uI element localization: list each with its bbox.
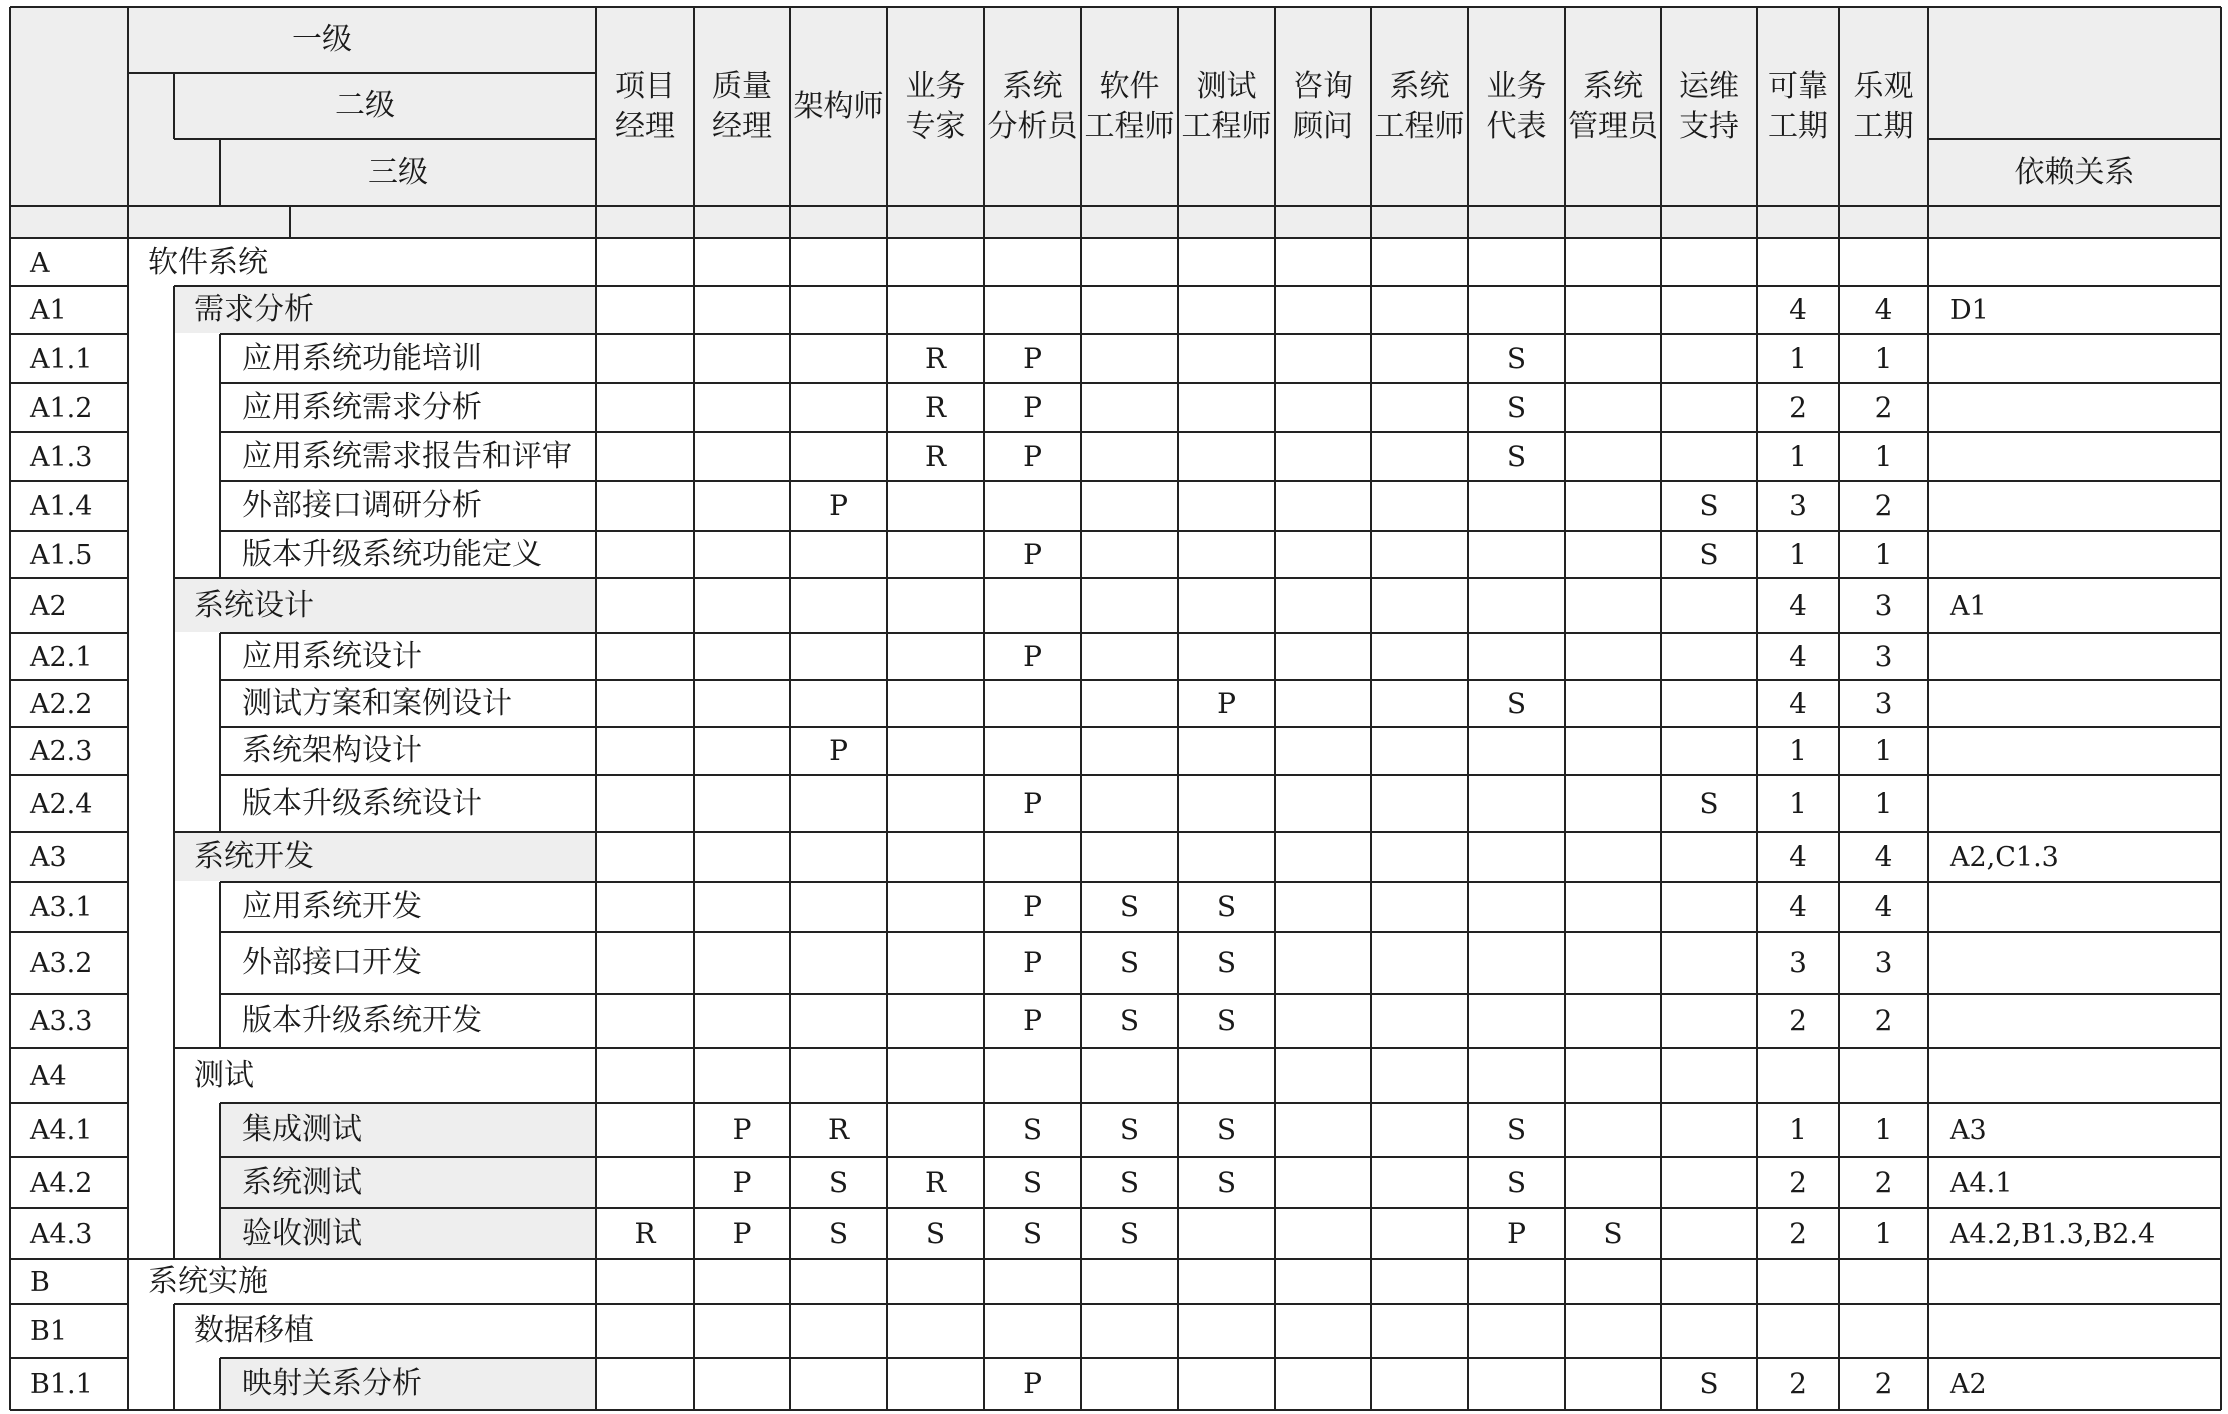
row-rule — [10, 1303, 128, 1305]
raci-mark: P — [732, 1216, 752, 1250]
grid-line — [219, 633, 221, 680]
optimistic-duration: 3 — [1874, 588, 1893, 622]
raci-mark: P — [732, 1165, 752, 1199]
header-dependency: 依赖关系 — [2014, 154, 2135, 190]
header-rule-level1 — [128, 72, 596, 74]
optimistic-duration: 2 — [1874, 1165, 1893, 1199]
header-role: 运维 支持 — [1679, 69, 1739, 144]
reliable-duration: 4 — [1789, 840, 1807, 873]
grid-line — [219, 1208, 221, 1259]
raci-mark: R — [924, 341, 947, 375]
task-name: 应用系统需求报告和评审 — [242, 438, 572, 474]
header-bottom-rule — [10, 237, 2221, 239]
row-rule — [10, 1047, 128, 1049]
raci-mark: P — [1507, 1216, 1526, 1250]
grid-line — [1467, 7, 1469, 1410]
reliable-duration: 3 — [1789, 489, 1807, 522]
raci-mark: S — [1119, 1113, 1140, 1146]
optimistic-duration: 1 — [1874, 734, 1893, 767]
grid-line — [173, 286, 175, 334]
dependency: A4.1 — [1950, 1167, 2013, 1199]
reliable-duration: 4 — [1789, 890, 1807, 923]
row-code: A2.1 — [30, 641, 93, 673]
raci-mark: S — [1699, 537, 1719, 571]
grid-line — [173, 73, 175, 139]
raci-mark: P — [1023, 537, 1042, 571]
header-role: 质量 经理 — [712, 69, 772, 144]
row-code: A2.3 — [30, 736, 93, 767]
row-code: A4.2 — [30, 1167, 93, 1199]
reliable-duration: 4 — [1789, 686, 1807, 720]
raci-mark: P — [732, 1113, 752, 1146]
optimistic-duration: 3 — [1874, 686, 1893, 720]
row-code: A3.3 — [30, 1006, 93, 1037]
row-code: A4 — [30, 1060, 67, 1092]
reliable-duration: 2 — [1789, 1004, 1807, 1037]
raci-mark: S — [1699, 1367, 1719, 1400]
row-code: A4.3 — [30, 1218, 93, 1250]
grid-line — [219, 1103, 221, 1157]
grid-line — [219, 334, 221, 383]
header-role: 系统 分析员 — [987, 69, 1078, 144]
row-rule — [220, 931, 2221, 933]
task-name: 集成测试 — [242, 1112, 362, 1147]
optimistic-duration: 4 — [1874, 293, 1893, 326]
raci-mark: S — [1216, 1004, 1237, 1037]
raci-mark: R — [924, 390, 947, 424]
grid-line — [219, 882, 221, 932]
row-rule — [10, 1156, 128, 1158]
grid-line — [219, 481, 221, 531]
raci-mark: S — [1506, 1113, 1527, 1146]
dependency: A1 — [1950, 590, 1987, 622]
row-rule — [174, 1047, 2221, 1049]
grid-line — [219, 139, 221, 206]
task-name: 应用系统设计 — [242, 638, 422, 674]
grid-line — [886, 7, 888, 1410]
grid-line — [173, 1048, 175, 1103]
task-name: 系统架构设计 — [242, 733, 422, 768]
row-rule — [220, 1156, 2221, 1158]
raci-mark: P — [1023, 390, 1042, 424]
raci-mark: P — [1023, 639, 1042, 673]
header-role: 架构师 — [793, 89, 884, 124]
row-code: A2.2 — [30, 688, 93, 720]
header-rule-level2 — [174, 138, 596, 140]
grid-line — [127, 238, 129, 1410]
grid-line — [173, 680, 175, 727]
row-code: A2.4 — [30, 788, 93, 820]
raci-mark: R — [924, 439, 947, 473]
row-code: B — [30, 1266, 50, 1298]
raci-mark: P — [1217, 686, 1236, 720]
row-rule — [220, 993, 2221, 995]
table-top-border — [10, 6, 2221, 8]
row-rule — [10, 382, 128, 384]
raci-mark: P — [1023, 1367, 1042, 1400]
raci-mark: S — [1119, 890, 1140, 923]
row-code: A3 — [30, 842, 67, 873]
row-rule — [10, 1409, 2221, 1411]
reliable-duration: 3 — [1789, 946, 1807, 979]
grid-line — [289, 206, 291, 238]
reliable-duration: 1 — [1789, 734, 1807, 767]
raci-mark: S — [1216, 1113, 1237, 1146]
grid-line — [219, 531, 221, 578]
optimistic-duration: 4 — [1874, 840, 1893, 873]
task-name: 系统测试 — [242, 1164, 362, 1200]
row-rule — [10, 632, 128, 634]
row-rule — [10, 831, 128, 833]
row-rule — [220, 632, 2221, 634]
row-rule — [220, 431, 2221, 433]
grid-line — [173, 383, 175, 432]
header-role: 系统 工程师 — [1374, 69, 1465, 144]
row-rule — [10, 285, 128, 287]
row-rule — [220, 382, 2221, 384]
row-code: A1.5 — [30, 539, 93, 571]
raci-mark: S — [1699, 489, 1719, 522]
task-name: 验收测试 — [242, 1215, 362, 1251]
grid-line — [693, 7, 695, 1410]
grid-line — [173, 1358, 175, 1410]
header-reliable-duration: 可靠 工期 — [1768, 69, 1828, 144]
raci-mark: S — [1506, 341, 1527, 375]
row-rule — [10, 679, 128, 681]
grid-line — [173, 994, 175, 1048]
grid-line — [1080, 7, 1082, 1410]
header-role: 软件 工程师 — [1084, 69, 1175, 144]
grid-line — [1660, 7, 1662, 1410]
raci-mark: P — [829, 734, 848, 767]
grid-line — [1177, 7, 1179, 1410]
reliable-duration: 4 — [1789, 588, 1807, 622]
raci-mark: P — [1023, 341, 1042, 375]
grid-line — [173, 1208, 175, 1259]
grid-line — [173, 334, 175, 383]
grid-line — [173, 1103, 175, 1157]
optimistic-duration: 3 — [1874, 639, 1893, 673]
row-rule — [174, 831, 2221, 833]
row-rule — [220, 726, 2221, 728]
row-code: A3.2 — [30, 948, 93, 979]
optimistic-duration: 3 — [1874, 946, 1893, 979]
task-name: 需求分析 — [194, 292, 314, 327]
row-rule — [174, 285, 2221, 287]
raci-mark: P — [1023, 890, 1042, 923]
row-rule — [10, 1102, 128, 1104]
header-role: 测试 工程师 — [1181, 69, 1272, 144]
table-right-border — [2220, 7, 2222, 1410]
raci-mark: S — [1506, 1165, 1527, 1199]
grid-line — [173, 832, 175, 882]
optimistic-duration: 2 — [1874, 489, 1893, 522]
grid-line — [173, 432, 175, 481]
optimistic-duration: 2 — [1874, 390, 1893, 424]
reliable-duration: 1 — [1789, 341, 1807, 375]
reliable-duration: 2 — [1789, 1216, 1807, 1250]
grid-line — [173, 1304, 175, 1358]
raci-mark: S — [1022, 1165, 1043, 1199]
reliable-duration: 1 — [1789, 537, 1807, 571]
raci-mark: P — [1023, 439, 1042, 473]
grid-line — [127, 7, 129, 238]
grid-line — [219, 432, 221, 481]
header-role: 业务 专家 — [905, 69, 966, 144]
row-code: A1.2 — [30, 392, 93, 424]
raci-mark: S — [1119, 1216, 1140, 1250]
task-name: 软件系统 — [148, 245, 268, 280]
grid-line — [173, 727, 175, 775]
row-rule — [10, 1357, 128, 1359]
optimistic-duration: 1 — [1874, 439, 1893, 473]
raci-mark: R — [827, 1113, 850, 1146]
header-level1: 一级 — [292, 22, 352, 57]
grid-line — [1838, 7, 1840, 1410]
raci-mark: P — [1023, 946, 1042, 979]
row-rule — [10, 530, 128, 532]
task-name: 数据移植 — [194, 1313, 314, 1348]
raci-mark: S — [1216, 890, 1237, 923]
grid-line — [219, 994, 221, 1048]
optimistic-duration: 1 — [1874, 1216, 1893, 1250]
raci-mark: P — [1023, 1004, 1042, 1037]
reliable-duration: 2 — [1789, 390, 1807, 424]
task-name: 版本升级系统设计 — [242, 785, 482, 821]
raci-mark: S — [1022, 1216, 1043, 1250]
row-rule — [220, 774, 2221, 776]
grid-line — [173, 578, 175, 633]
raci-mark: S — [1119, 946, 1140, 979]
grid-line — [173, 531, 175, 578]
raci-mark: S — [1699, 786, 1719, 820]
task-name: 应用系统功能培训 — [242, 340, 482, 376]
row-rule — [220, 333, 2221, 335]
row-rule — [220, 881, 2221, 883]
dependency: A4.2,B1.3,B2.4 — [1950, 1218, 2156, 1250]
row-rule — [10, 333, 128, 335]
dependency: A2 — [1950, 1369, 1987, 1400]
header-optimistic-duration: 乐观 工期 — [1853, 69, 1914, 144]
grid-line — [219, 1157, 221, 1208]
row-code: B1 — [30, 1316, 68, 1347]
task-name: 版本升级系统开发 — [242, 1003, 482, 1038]
task-name: 应用系统开发 — [242, 889, 422, 924]
grid-line — [595, 7, 597, 1410]
header-role: 咨询 顾问 — [1293, 69, 1353, 144]
header-rule-dependency — [1928, 138, 2221, 140]
row-rule — [220, 530, 2221, 532]
raci-mark: S — [1216, 1165, 1237, 1199]
task-name: 外部接口开发 — [242, 945, 422, 980]
row-code: B1.1 — [30, 1369, 93, 1400]
task-name: 版本升级系统功能定义 — [242, 536, 542, 572]
row-code: A2 — [30, 590, 67, 622]
reliable-duration: 4 — [1789, 639, 1807, 673]
optimistic-duration: 1 — [1874, 537, 1893, 571]
optimistic-duration: 1 — [1874, 1113, 1893, 1146]
grid-line — [219, 775, 221, 832]
row-code: A1.4 — [30, 491, 93, 522]
grid-line — [173, 882, 175, 932]
row-rule — [220, 1207, 2221, 1209]
optimistic-duration: 1 — [1874, 786, 1893, 820]
optimistic-duration: 4 — [1874, 890, 1893, 923]
row-rule — [10, 993, 128, 995]
raci-mark: S — [925, 1216, 946, 1250]
grid-line — [173, 775, 175, 832]
task-name: 映射关系分析 — [242, 1366, 422, 1401]
dependency: A3 — [1950, 1115, 1987, 1146]
row-rule — [10, 1207, 128, 1209]
header-role: 项目 经理 — [615, 69, 675, 144]
raci-mark: P — [1023, 786, 1042, 820]
raci-mark: S — [1119, 1004, 1140, 1037]
optimistic-duration: 2 — [1874, 1367, 1893, 1400]
grid-line — [1370, 7, 1372, 1410]
task-name: 测试 — [194, 1057, 254, 1093]
raci-mark: S — [1506, 390, 1527, 424]
row-code: A1.1 — [30, 343, 93, 375]
raci-mark: R — [634, 1216, 656, 1250]
row-rule — [10, 1258, 2221, 1260]
row-rule — [220, 1102, 2221, 1104]
grid-line — [219, 680, 221, 727]
grid-line — [983, 7, 985, 1410]
header-role: 业务 代表 — [1486, 69, 1547, 144]
dependency: D1 — [1950, 295, 1989, 326]
row-code: A — [30, 248, 50, 279]
row-rule — [10, 480, 128, 482]
raci-mark: S — [1119, 1165, 1140, 1199]
row-code: A1 — [30, 295, 67, 326]
row-code: A3.1 — [30, 892, 93, 923]
header-bottom-rule — [10, 205, 2221, 207]
raci-mark: S — [1506, 686, 1527, 720]
grid-line — [219, 383, 221, 432]
optimistic-duration: 1 — [1874, 341, 1893, 375]
grid-line — [1756, 7, 1758, 1410]
dependency: A2,C1.3 — [1950, 842, 2059, 873]
header-role: 系统 管理员 — [1568, 69, 1658, 144]
grid-line — [1927, 7, 1929, 1410]
row-rule — [174, 577, 2221, 579]
task-name: 测试方案和案例设计 — [242, 685, 512, 721]
grid-line — [219, 932, 221, 994]
raci-mark: S — [1022, 1113, 1043, 1146]
reliable-duration: 4 — [1789, 293, 1807, 326]
task-name: 外部接口调研分析 — [242, 488, 482, 523]
raci-mark: S — [1603, 1216, 1623, 1250]
reliable-duration: 2 — [1789, 1165, 1807, 1199]
grid-line — [789, 7, 791, 1410]
raci-mark: S — [828, 1216, 849, 1250]
raci-mark: S — [1506, 439, 1527, 473]
row-rule — [10, 431, 128, 433]
task-name: 系统设计 — [194, 587, 314, 623]
grid-line — [1564, 7, 1566, 1410]
row-rule — [10, 881, 128, 883]
row-rule — [220, 1357, 2221, 1359]
row-code: A1.3 — [30, 441, 93, 473]
grid-line — [219, 727, 221, 775]
task-name: 系统开发 — [194, 839, 314, 874]
row-rule — [10, 577, 128, 579]
grid-line — [219, 1358, 221, 1410]
reliable-duration: 2 — [1789, 1367, 1807, 1400]
row-rule — [10, 774, 128, 776]
grid-line — [1274, 7, 1276, 1410]
raci-mark: P — [829, 489, 848, 522]
row-rule — [10, 931, 128, 933]
header-level2: 二级 — [335, 88, 395, 123]
table-left-border — [9, 7, 11, 1410]
row-rule — [174, 1303, 2221, 1305]
task-name: 系统实施 — [148, 1263, 268, 1299]
reliable-duration: 1 — [1789, 1113, 1807, 1146]
raci-mark: S — [828, 1165, 849, 1199]
row-code: A4.1 — [30, 1115, 93, 1146]
raci-mark: S — [1216, 946, 1237, 979]
reliable-duration: 1 — [1789, 786, 1807, 820]
row-rule — [10, 726, 128, 728]
grid-line — [173, 481, 175, 531]
row-rule — [220, 679, 2221, 681]
grid-line — [173, 932, 175, 994]
header-level3: 三级 — [368, 154, 428, 190]
raci-mark: R — [924, 1165, 947, 1199]
grid-line — [173, 633, 175, 680]
reliable-duration: 1 — [1789, 439, 1807, 473]
task-name: 应用系统需求分析 — [242, 389, 482, 425]
row-rule — [220, 480, 2221, 482]
optimistic-duration: 2 — [1874, 1004, 1893, 1037]
grid-line — [173, 1157, 175, 1208]
